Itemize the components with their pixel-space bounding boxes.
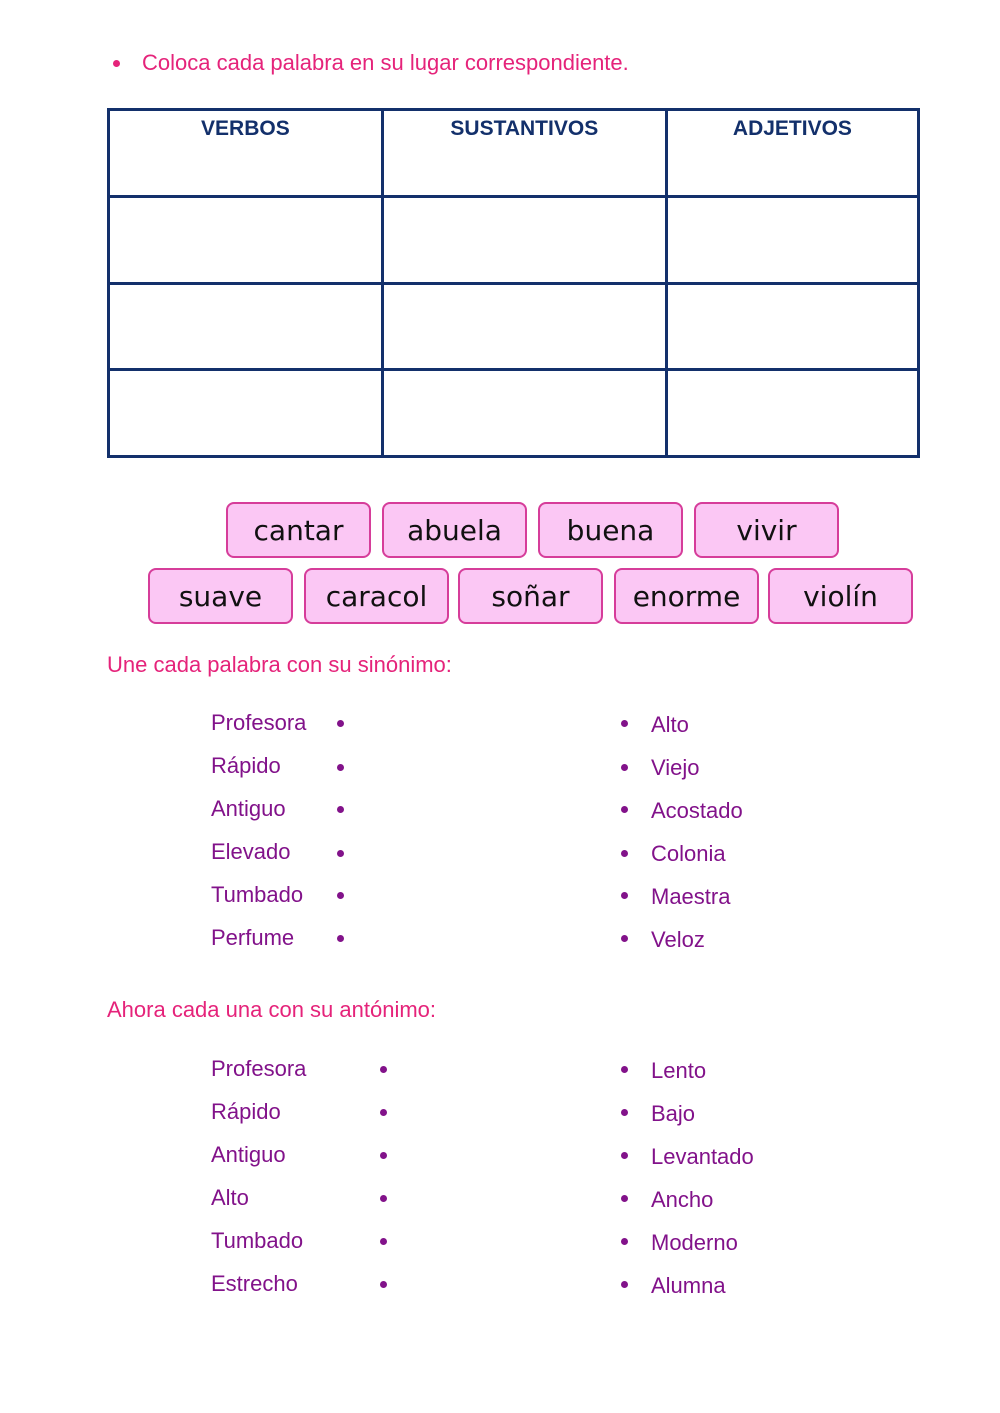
match-dot-icon[interactable] — [621, 1281, 628, 1288]
antonym-right-word: Levantado — [651, 1144, 754, 1169]
header-adjetivos: ADJETIVOS — [666, 110, 918, 197]
drop-cell[interactable] — [666, 197, 918, 284]
match-dot-icon[interactable] — [621, 764, 628, 771]
synonym-left-word: Elevado — [211, 839, 291, 864]
header-sustantivos: SUSTANTIVOS — [382, 110, 666, 197]
classification-table — [107, 108, 920, 458]
match-dot-icon[interactable] — [380, 1066, 387, 1073]
antonym-right-word: Ancho — [651, 1187, 714, 1212]
match-dot-icon[interactable] — [337, 720, 344, 727]
synonym-left-word: Perfume — [211, 925, 295, 950]
synonym-right-word: Acostado — [651, 798, 743, 823]
instruction — [113, 50, 629, 76]
synonym-left-word: Profesora — [211, 710, 307, 735]
antonym-right-word: Moderno — [651, 1230, 738, 1255]
match-dot-icon[interactable] — [621, 935, 628, 942]
antonym-left-word: Alto — [211, 1185, 249, 1210]
antonym-right-word: Alumna — [651, 1273, 726, 1298]
antonym-right-word: Bajo — [651, 1101, 696, 1126]
match-dot-icon[interactable] — [337, 850, 344, 857]
synonym-right-word: Alto — [651, 712, 689, 737]
match-dot-icon[interactable] — [621, 806, 628, 813]
word-chip-buena[interactable]: buena — [538, 502, 683, 558]
bullet-icon — [113, 60, 120, 67]
antonym-left-word: Profesora — [211, 1056, 307, 1081]
match-dot-icon[interactable] — [621, 850, 628, 857]
drop-cell[interactable] — [109, 370, 383, 457]
match-dot-icon[interactable] — [621, 892, 628, 899]
drop-cell[interactable] — [109, 283, 383, 370]
word-chip-suave[interactable]: suave — [148, 568, 293, 624]
drop-cell[interactable] — [382, 370, 666, 457]
drop-cell[interactable] — [666, 283, 918, 370]
synonym-left-word: Rápido — [211, 753, 281, 778]
word-chip-violin[interactable]: violín — [768, 568, 913, 624]
instruction-text: Coloca cada palabra en su lugar correspondiente. — [142, 50, 629, 75]
match-dot-icon[interactable] — [380, 1109, 387, 1116]
match-dot-icon[interactable] — [380, 1281, 387, 1288]
synonyms-heading: Une cada palabra con su sinónimo: — [107, 652, 452, 677]
drop-cell[interactable] — [382, 197, 666, 284]
match-dot-icon[interactable] — [621, 1152, 628, 1159]
antonym-left-word: Rápido — [211, 1099, 281, 1124]
word-chip-caracol[interactable]: caracol — [304, 568, 449, 624]
header-verbos: VERBOS — [109, 110, 383, 197]
word-chip-vivir[interactable]: vivir — [694, 502, 839, 558]
drop-cell[interactable] — [109, 197, 383, 284]
match-dot-icon[interactable] — [337, 935, 344, 942]
antonym-left-word: Estrecho — [211, 1271, 298, 1296]
match-dot-icon[interactable] — [621, 1066, 628, 1073]
match-dot-icon[interactable] — [337, 806, 344, 813]
antonym-left-word: Tumbado — [211, 1228, 304, 1253]
table-row — [109, 197, 919, 284]
synonym-left-word: Antiguo — [211, 796, 286, 821]
synonym-right-word: Maestra — [651, 884, 731, 909]
synonym-right-word: Colonia — [651, 841, 726, 866]
synonym-left-word: Tumbado — [211, 882, 304, 907]
word-chip-abuela[interactable]: abuela — [382, 502, 527, 558]
match-dot-icon[interactable] — [380, 1152, 387, 1159]
match-dot-icon[interactable] — [621, 720, 628, 727]
match-dot-icon[interactable] — [337, 892, 344, 899]
antonyms-heading: Ahora cada una con su antónimo: — [107, 997, 437, 1022]
drop-cell[interactable] — [382, 283, 666, 370]
table-header-row — [109, 110, 919, 197]
word-chip-cantar[interactable]: cantar — [226, 502, 371, 558]
match-dot-icon[interactable] — [337, 764, 344, 771]
synonym-right-word: Viejo — [651, 755, 700, 780]
antonym-right-word: Lento — [651, 1058, 707, 1083]
word-chip-enorme[interactable]: enorme — [614, 568, 759, 624]
match-dot-icon[interactable] — [380, 1238, 387, 1245]
match-dot-icon[interactable] — [380, 1195, 387, 1202]
word-chip-sonar[interactable]: soñar — [458, 568, 603, 624]
match-dot-icon[interactable] — [621, 1109, 628, 1116]
antonym-left-word: Antiguo — [211, 1142, 286, 1167]
drop-cell[interactable] — [666, 370, 918, 457]
table-row — [109, 370, 919, 457]
match-dot-icon[interactable] — [621, 1238, 628, 1245]
table-row — [109, 283, 919, 370]
synonym-right-word: Veloz — [651, 927, 705, 952]
match-dot-icon[interactable] — [621, 1195, 628, 1202]
